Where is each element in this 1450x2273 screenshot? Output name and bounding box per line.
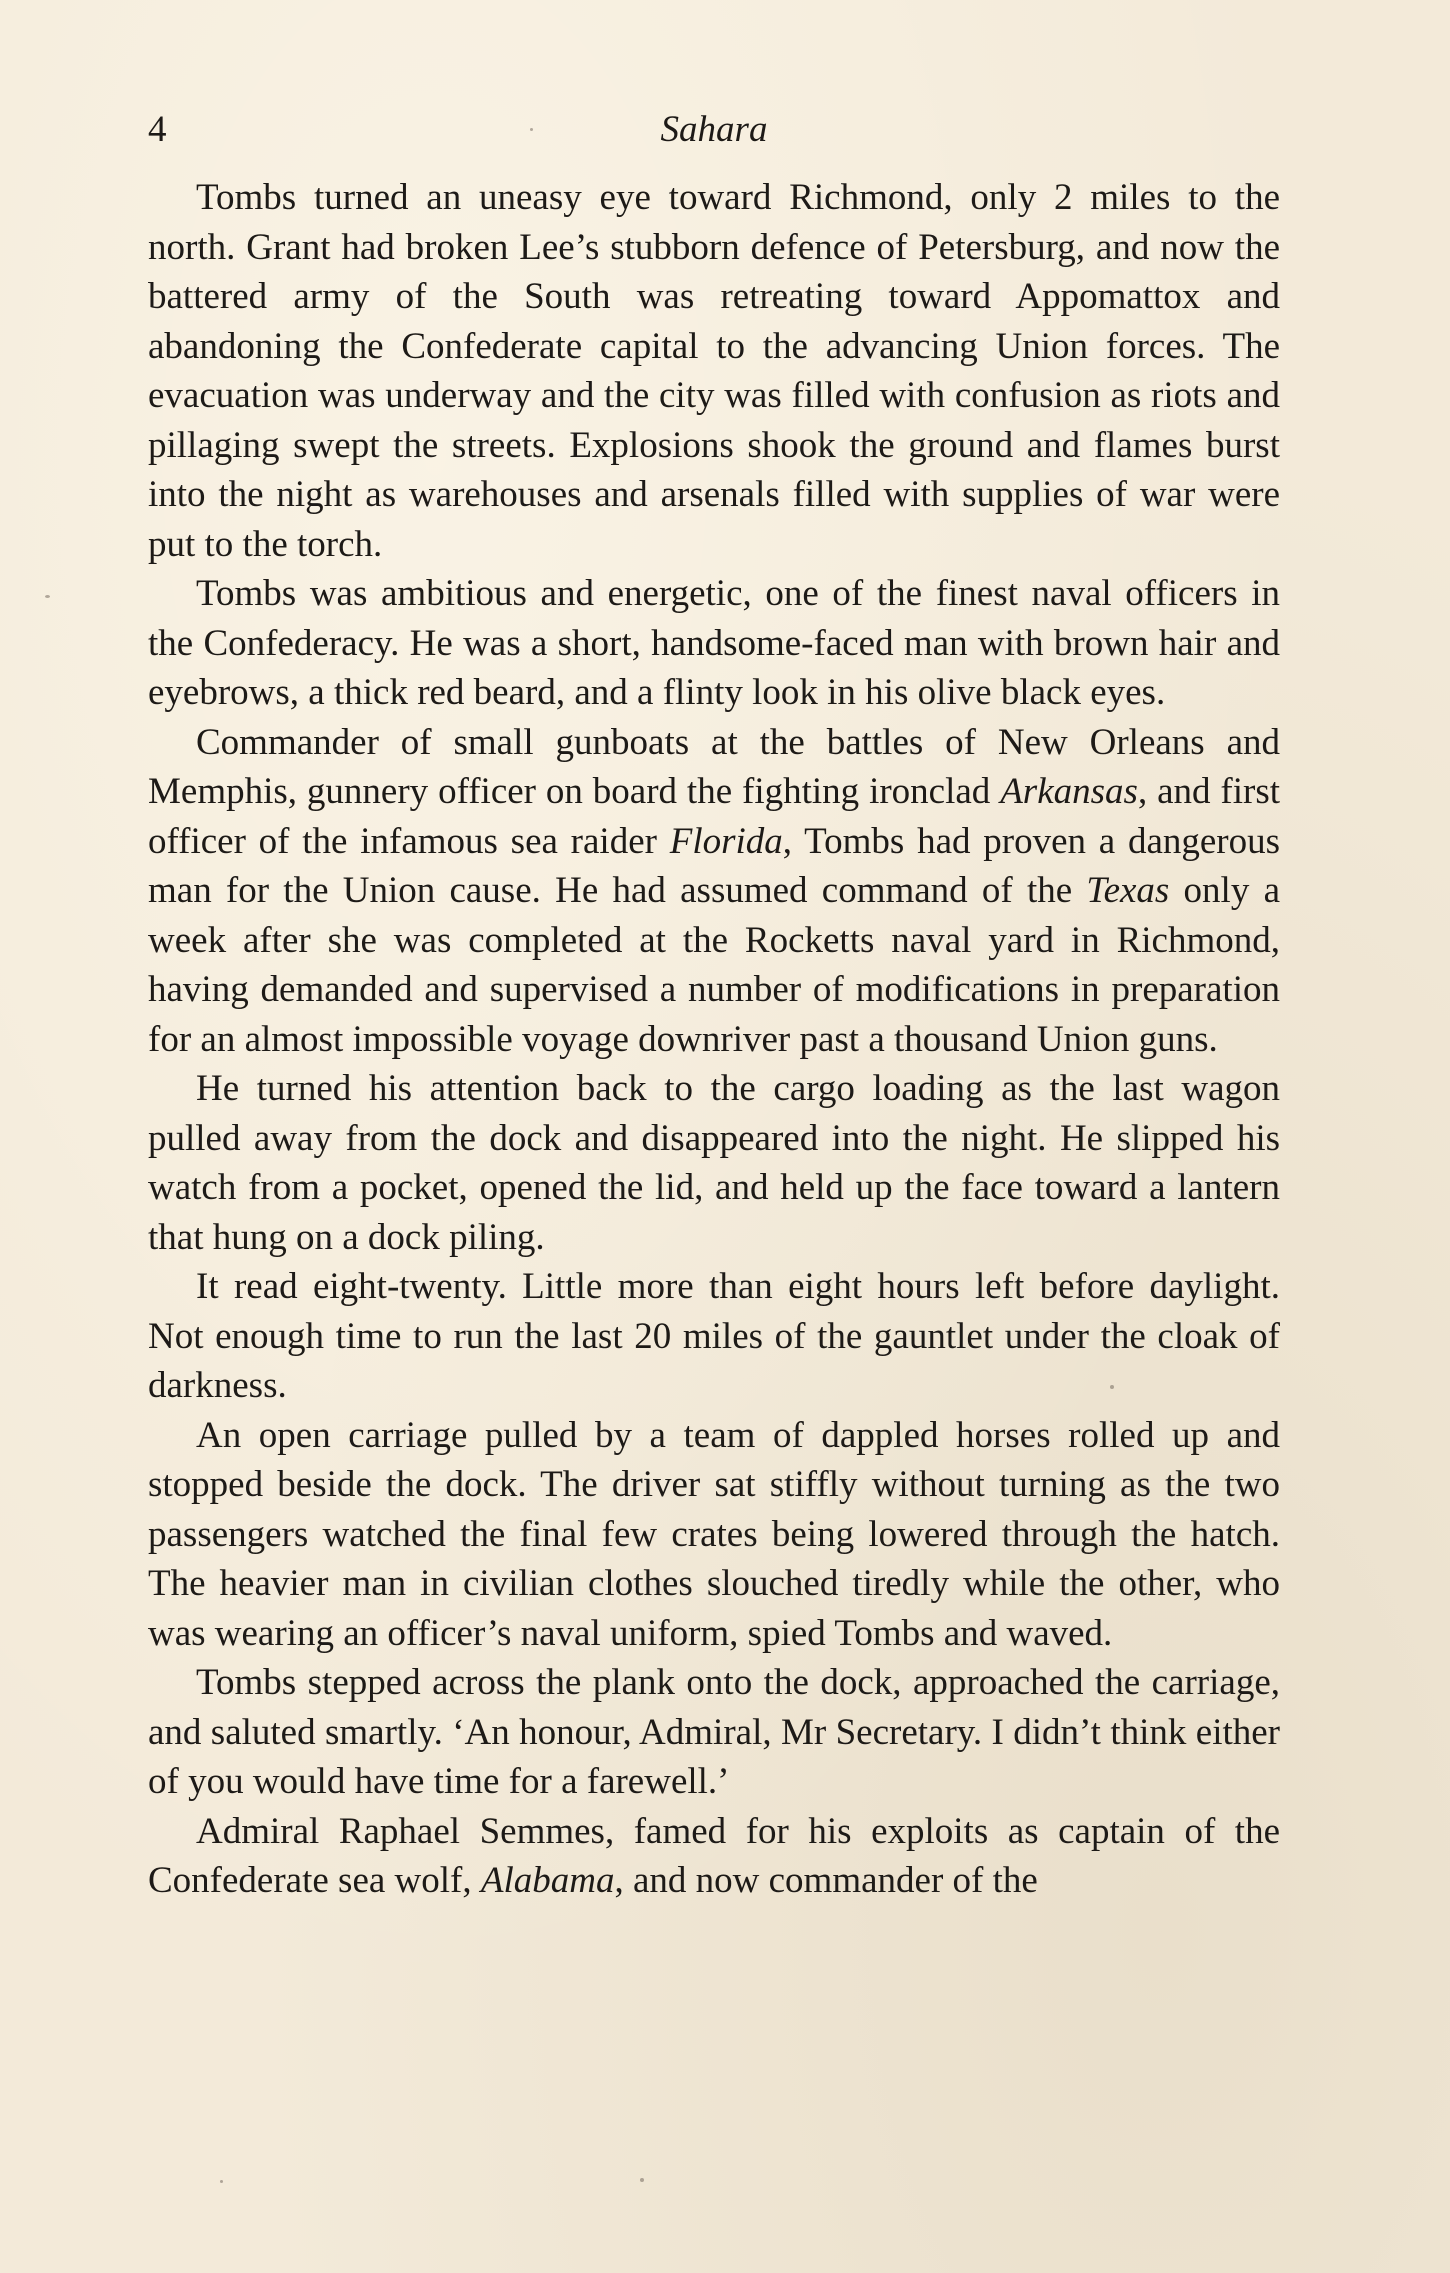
paragraph (148, 718, 1280, 1065)
paragraph: He turned his attention back to the cargo loading as the last wagon pulled away from the dock and disappeared into the night. He slipped his watch from a pocket, opened the lid, and held up the face toward a lantern that hung on a dock piling. (148, 1068, 1280, 1258)
paragraph: Tombs turned an uneasy eye toward Richmond, only 2 miles to the north. Grant had broken Lee’s stubborn defence of Petersburg, and now the battered army of the South was retreating toward Appomattox and abandoning the Confederate capital to the advancing Union forces. The evacuation was underway and the city was filled with confusion as riots and pillaging swept the streets. Explosions shook the ground and flames burst into the night as warehouses and arsenals filled with supplies of war were put to the torch. (148, 177, 1280, 565)
paragraph (148, 1807, 1280, 1906)
paragraph: Tombs stepped across the plank onto the dock, approached the carriage, and saluted smartly. ‘An honour, Admiral, Mr Secretary. I didn’t think either of you would have time for a farewell.’ (148, 1662, 1280, 1802)
text-run: only a week after she was completed at the Rocketts naval yard in Richmond, having demanded and supervised a number of modifications in preparation for an almost impossible voyage downriver past a thousand Union guns. (148, 870, 1280, 1060)
ship-name: Texas (1086, 870, 1170, 911)
text-run: , Tombs had proven a dangerous man for the Union cause. He had assumed command of the (148, 820, 1281, 911)
text-run: Admiral Raphael Semmes, famed for his exploits as captain of the Confederate sea wolf, (148, 1810, 1280, 1901)
paper-speck (220, 2180, 223, 2183)
body-text (148, 173, 1280, 1906)
text-run: , and now commander of the (614, 1860, 1038, 1901)
page-number: 4 (148, 109, 167, 150)
ship-name: Arkansas (1000, 771, 1138, 812)
paper-speck (640, 2178, 644, 2182)
paragraph: An open carriage pulled by a team of dappled horses rolled up and stopped beside the dock. The driver sat stiffly without turning as the two passengers watched the final few crates being lowered through the hatch. The heavier man in civilian clothes slouched tiredly while the other, who was wearing an officer’s naval uniform, spied Tombs and waved. (148, 1414, 1280, 1654)
text-run: , and first officer of the infamous sea raider (148, 771, 1281, 862)
paper-speck (45, 595, 50, 598)
paragraph: Tombs was ambitious and energetic, one of the finest naval officers in the Confederacy. He was a short, handsome-faced man with brown hair and eyebrows, a thick red beard, and a flinty look in his olive black eyes. (148, 573, 1280, 713)
ship-name: Alabama (480, 1860, 615, 1901)
ship-name: Florida (669, 820, 783, 862)
paper-speck (1110, 1385, 1114, 1389)
page-header (148, 106, 1280, 154)
paragraph: It read eight-twenty. Little more than eight hours left before daylight. Not enough time to run the last 20 miles of the gauntlet under the cloak of darkness. (148, 1266, 1280, 1406)
text-run: Commander of small gunboats at the battles of New Orleans and Memphis, gunnery officer on board the fighting ironclad (148, 721, 1280, 812)
paper-speck (530, 128, 533, 131)
running-title: Sahara (660, 109, 768, 150)
